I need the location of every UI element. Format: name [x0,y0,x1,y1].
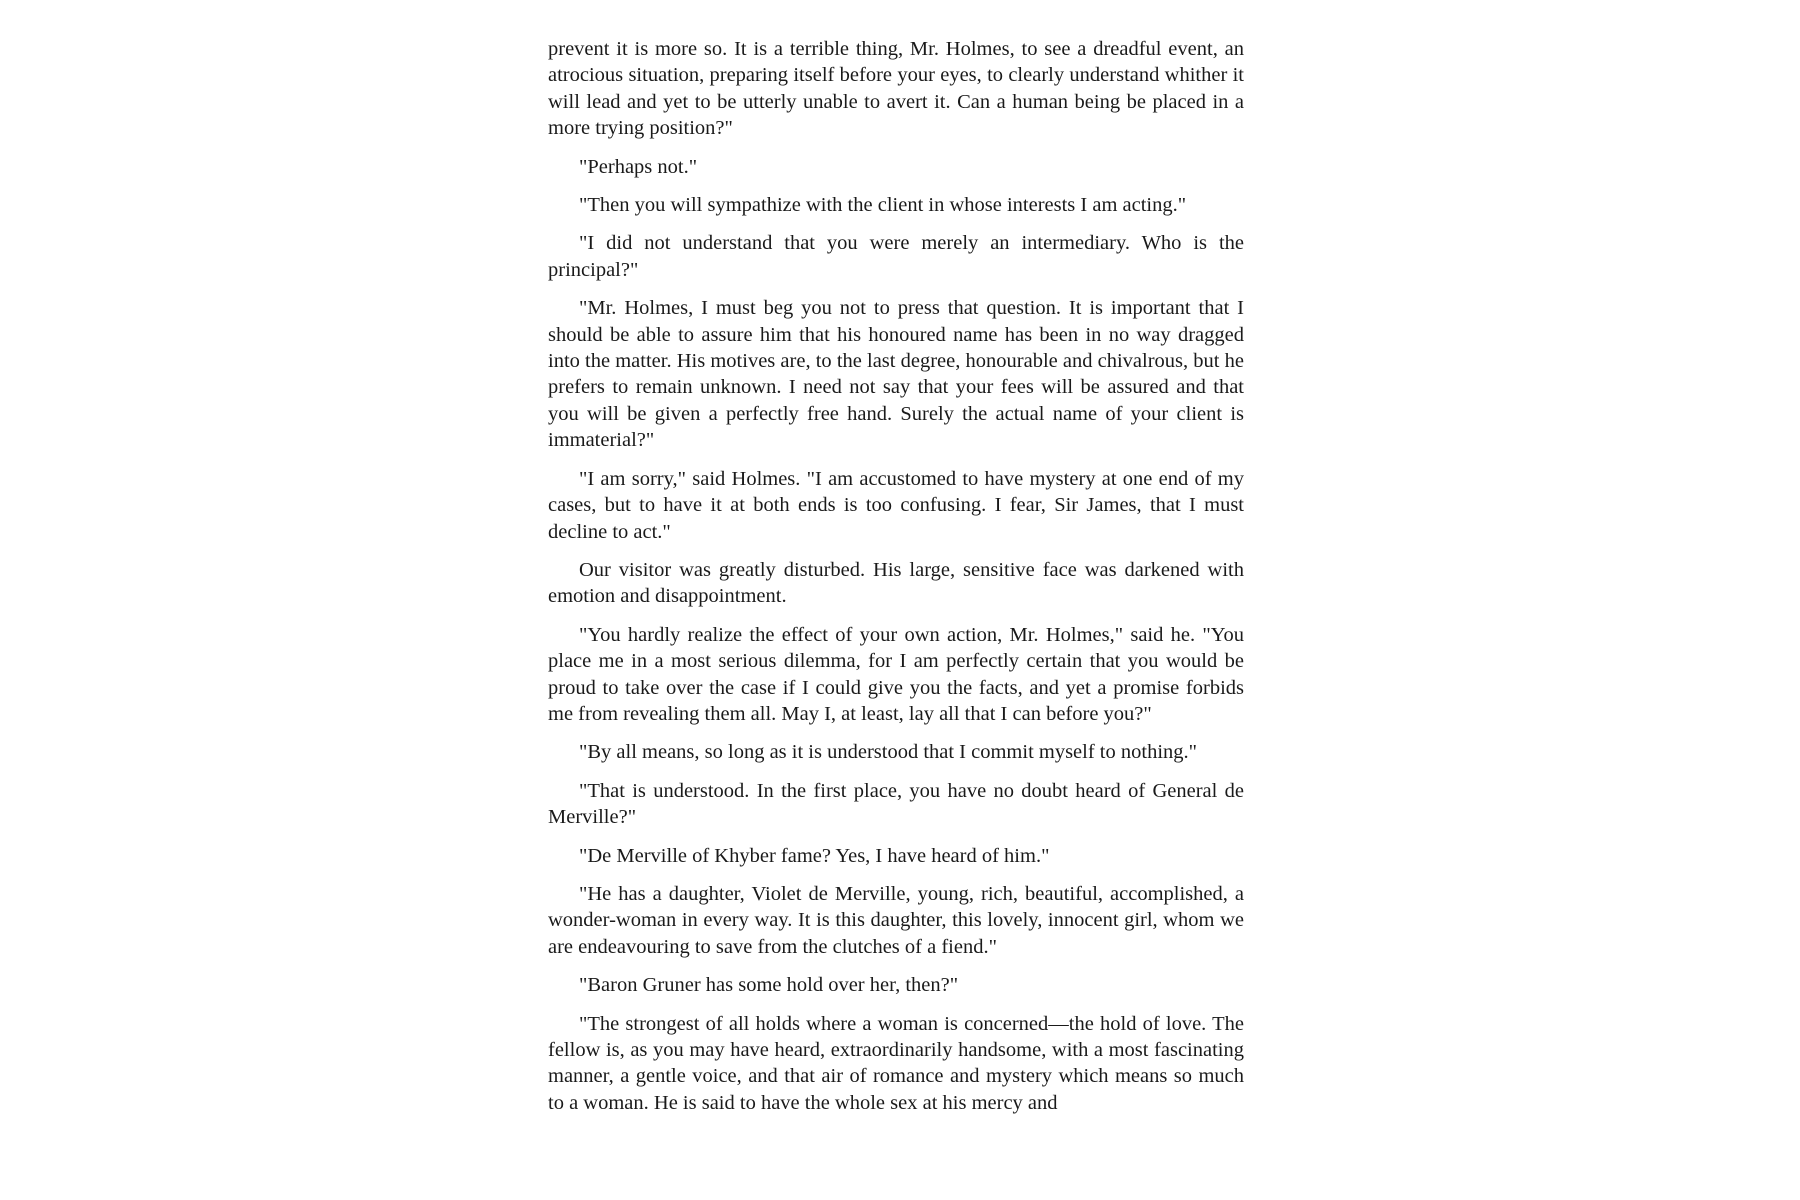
paragraph-5: "Mr. Holmes, I must beg you not to press that question. It is important that I should be able to assure him that his honoured name has been in no way dragged into the matter. His motives are, to the last degree, honourable and chivalrous, but he prefers to remain unknown. I need not say that your fees will be assured and that you will be given a perfectly free hand. Surely the actual name of your client is immaterial?" [548,297,1244,452]
paragraph-8: "You hardly realize the effect of your own action, Mr. Holmes," said he. "You place me in a most serious dilemma, for I am perfectly certain that you would be proud to take over the case if I could give you the facts, and yet a promise forbids me from revealing them all. May I, at least, lay all that I can before you?" [548,623,1244,725]
paragraph-9: "By all means, so long as it is understood that I commit myself to nothing." [579,741,1198,764]
paragraph-12: "He has a daughter, Violet de Merville, young, rich, beautiful, accomplished, a wonder-woman in every way. It is this daughter, this lovely, innocent girl, whom we are endeavouring to save from the clutches of a fiend." [548,882,1244,958]
paragraph-3: "Then you will sympathize with the client in whose interests I am acting." [579,194,1187,217]
paragraph-14: "The strongest of all holds where a woman is concerned—the hold of love. The fellow is, as you may have heard, extraordinarily handsome, with a most fascinating manner, a gentle voice, and that air of romance and mystery which means so much to a woman. He is said to have the whole sex at his mercy and [548,1012,1244,1114]
paragraph-6: "I am sorry," said Holmes. "I am accustomed to have mystery at one end of my cases, but to have it at both ends is too confusing. I fear, Sir James, that I must decline to act." [548,467,1244,543]
paragraph-7: Our visitor was greatly disturbed. His large, sensitive face was darkened with emotion and disappointment. [548,558,1244,608]
paragraph-1: prevent it is more so. It is a terrible thing, Mr. Holmes, to see a dreadful event, an atrocious situation, preparing itself before your eyes, to clearly understand whither it will lead and yet to be utterly unable to avert it. Can a human being be placed in a more trying position?" [548,38,1244,140]
paragraph-11: "De Merville of Khyber fame? Yes, I have heard of him." [579,844,1050,867]
paragraph-2: "Perhaps not." [579,155,698,178]
paragraph-10: "That is understood. In the first place, you have no doubt heard of General de Merville?" [548,779,1244,829]
paragraph-13: "Baron Gruner has some hold over her, then?" [579,974,959,997]
text-column [548,36,1244,1128]
paragraph-4: "I did not understand that you were merely an intermediary. Who is the principal?" [548,232,1244,281]
